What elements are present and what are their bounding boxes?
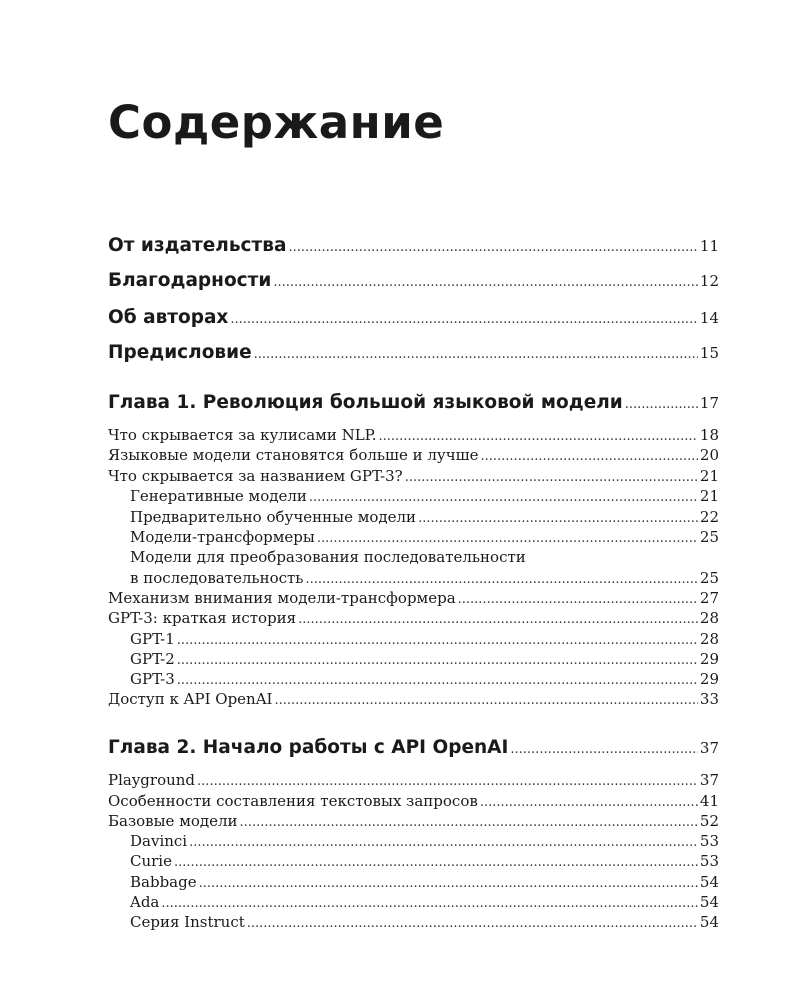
toc-subentry[interactable] — [130, 913, 719, 931]
toc-subentry[interactable] — [130, 893, 719, 911]
dot-leader — [317, 531, 698, 546]
dot-leader — [199, 876, 698, 891]
toc-entry-label: Что скрывается за названием GPT-3? — [108, 467, 403, 485]
toc-page-number: 28 — [699, 630, 719, 648]
toc-entry-label: Curie — [130, 852, 172, 870]
toc-entry-label: От издательства — [108, 235, 287, 256]
toc-subentry[interactable] — [130, 852, 719, 870]
dot-leader — [247, 916, 698, 931]
toc-page-number: 54 — [699, 873, 719, 891]
dot-leader — [418, 511, 698, 526]
toc-page-number: 17 — [699, 394, 719, 412]
toc-entry[interactable] — [108, 690, 719, 708]
page-title: Содержание — [108, 96, 445, 149]
toc-page-number: 41 — [699, 792, 719, 810]
toc-page-number: 28 — [699, 609, 719, 627]
toc-page-number: 25 — [699, 569, 719, 587]
toc-entry-label: Механизм внимания модели-трансформера — [108, 589, 456, 607]
toc-page-number: 15 — [699, 344, 719, 362]
toc-entry-label: Генеративные модели — [130, 487, 307, 505]
dot-leader — [458, 592, 698, 607]
toc-entry[interactable] — [108, 589, 719, 607]
dot-leader — [177, 673, 698, 688]
toc-entry[interactable] — [108, 812, 719, 830]
toc-subentry[interactable] — [130, 873, 719, 891]
toc-entry-label: Babbage — [130, 873, 197, 891]
toc-entry-label: Серия Instruct — [130, 913, 245, 931]
toc-page-number: 37 — [699, 771, 719, 789]
dot-leader — [174, 855, 698, 870]
toc-chapter-1[interactable] — [108, 392, 719, 413]
toc-chapter-2[interactable] — [108, 737, 719, 758]
toc-page-number: 21 — [699, 467, 719, 485]
dot-leader — [197, 774, 698, 789]
toc-entry-label: GPT-1 — [130, 630, 175, 648]
dot-leader — [230, 312, 698, 327]
toc-page-number: 33 — [699, 690, 719, 708]
toc-entry[interactable] — [108, 426, 719, 444]
toc-page-number: 27 — [699, 589, 719, 607]
toc-page-number: 29 — [699, 650, 719, 668]
dot-leader — [405, 470, 698, 485]
toc-page-number: 37 — [699, 739, 719, 757]
toc-subentry[interactable] — [130, 528, 719, 546]
toc-entry[interactable] — [108, 792, 719, 810]
toc-subentry-first-line: Модели для преобразования последовательности — [130, 548, 526, 566]
dot-leader — [177, 633, 698, 648]
toc-page-number: 53 — [699, 852, 719, 870]
dot-leader — [189, 835, 698, 850]
toc-entry-label: Предисловие — [108, 342, 252, 363]
toc-entry-label: Davinci — [130, 832, 188, 850]
toc-entry[interactable] — [108, 609, 719, 627]
dot-leader — [510, 742, 698, 757]
toc-page-number: 22 — [699, 508, 719, 526]
toc-subentry[interactable] — [130, 650, 719, 668]
toc-subentry[interactable] — [130, 630, 719, 648]
toc-entry-label: Об авторах — [108, 307, 229, 328]
chapter-title: Глава 2. Начало работы с API OpenAI — [108, 737, 509, 758]
toc-entry-label: Благодарности — [108, 270, 272, 291]
toc-subentry[interactable] — [130, 670, 719, 688]
toc-page-number: 52 — [699, 812, 719, 830]
dot-leader — [298, 612, 698, 627]
dot-leader — [161, 896, 698, 911]
dot-leader — [309, 490, 698, 505]
toc-entry-acknowledgements[interactable] — [108, 270, 719, 291]
dot-leader — [379, 429, 698, 444]
toc-page-number: 54 — [699, 913, 719, 931]
toc-entry-label: Предварительно обученные модели — [130, 508, 417, 526]
toc-entry-about-authors[interactable] — [108, 307, 719, 328]
dot-leader — [177, 653, 698, 668]
toc-entry[interactable] — [108, 446, 719, 464]
toc-page-number: 25 — [699, 528, 719, 546]
toc-page-number: 11 — [699, 237, 719, 255]
toc-entry-label: Ada — [130, 893, 160, 911]
dot-leader — [305, 572, 697, 587]
toc-entry-label: Языковые модели становятся больше и лучше — [108, 446, 479, 464]
toc-subentry[interactable] — [130, 569, 719, 587]
dot-leader — [254, 347, 698, 362]
toc-page-number: 12 — [699, 272, 719, 290]
toc-entry-label: GPT-3: краткая история — [108, 609, 297, 627]
dot-leader — [481, 449, 698, 464]
toc-entry[interactable] — [108, 771, 719, 789]
dot-leader — [480, 795, 698, 810]
toc-page-number: 29 — [699, 670, 719, 688]
dot-leader — [288, 240, 697, 255]
toc-entry-label: Playground — [108, 771, 196, 789]
toc-entry-publisher[interactable] — [108, 235, 719, 256]
chapter-title: Глава 1. Революция большой языковой модели — [108, 392, 623, 413]
toc-page-number: 54 — [699, 893, 719, 911]
toc-page-number: 20 — [699, 446, 719, 464]
toc-entry-label: Особенности составления текстовых запросов — [108, 792, 478, 810]
toc-entry-label: Модели-трансформеры — [130, 528, 315, 546]
toc-entry[interactable] — [108, 467, 719, 485]
dot-leader — [273, 275, 698, 290]
dot-leader — [274, 693, 697, 708]
dot-leader — [625, 397, 698, 412]
toc-entry-label: в последовательность — [130, 569, 304, 587]
toc-entry-label: GPT-3 — [130, 670, 175, 688]
toc-subentry[interactable] — [130, 508, 719, 526]
toc-page-number: 14 — [699, 309, 719, 327]
toc-subentry[interactable] — [130, 832, 719, 850]
toc-entry-preface[interactable] — [108, 342, 719, 363]
toc-page-number: 53 — [699, 832, 719, 850]
toc-entry-label: Доступ к API OpenAI — [108, 690, 273, 708]
toc-entry-label: Что скрывается за кулисами NLP. — [108, 426, 377, 444]
toc-page-number: 21 — [699, 487, 719, 505]
toc-page-number: 18 — [699, 426, 719, 444]
toc-subentry[interactable] — [130, 487, 719, 505]
toc-entry-label: Базовые модели — [108, 812, 238, 830]
toc-entry-label: GPT-2 — [130, 650, 175, 668]
dot-leader — [240, 815, 698, 830]
